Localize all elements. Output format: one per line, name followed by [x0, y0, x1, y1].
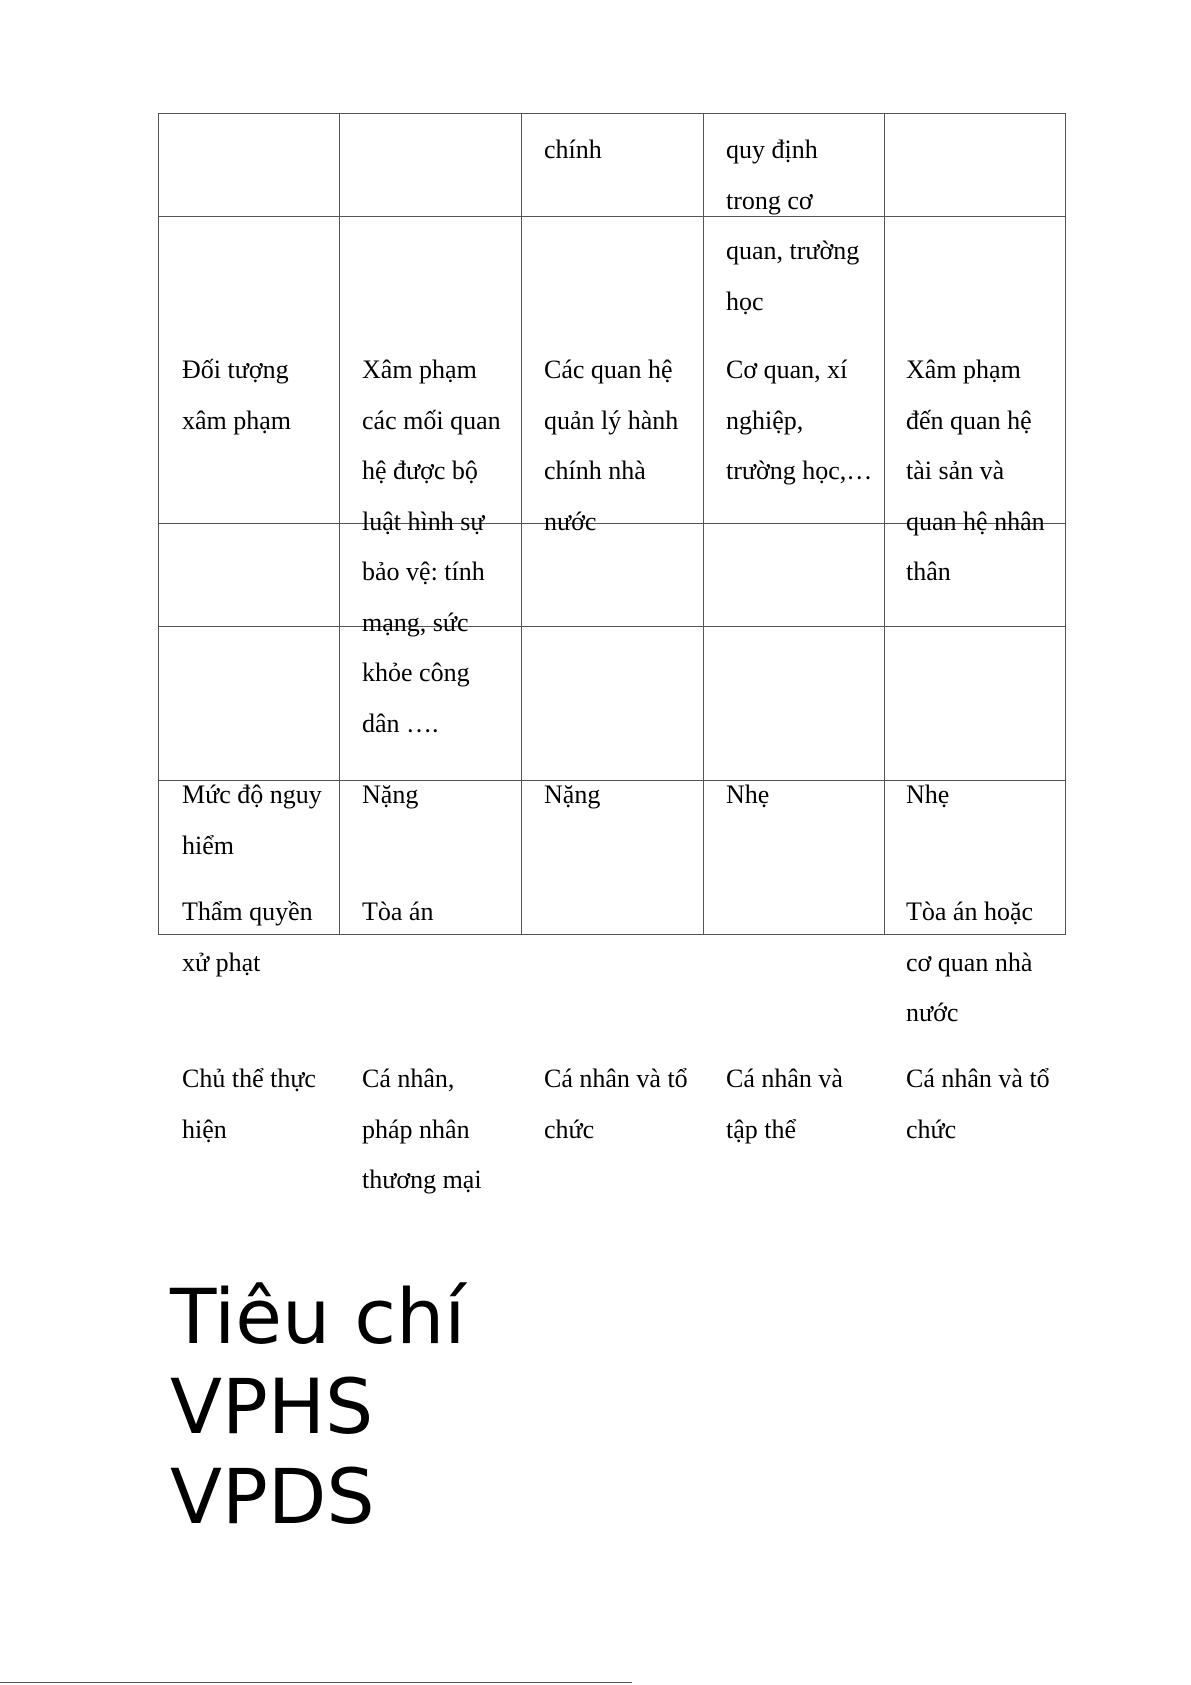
cell-muc-do-vpds: Nhẹ	[906, 780, 950, 809]
heading-line-tieu-chi: Tiêu chí	[170, 1272, 466, 1361]
cell-doi-tuong-vpkl: Cơ quan, xí nghiệp, trường học,…	[726, 355, 873, 485]
column-divider	[521, 113, 522, 935]
heading-line-vpds: VPDS	[170, 1452, 375, 1541]
cell-muc-do-label: Mức độ nguy hiểm	[182, 780, 322, 860]
cell-muc-do-vphs: Nặng	[362, 780, 419, 809]
column-divider	[703, 113, 704, 935]
column-divider	[339, 113, 340, 935]
row-divider	[158, 626, 1066, 627]
cell-tham-quyen-label: Thẩm quyền xử phạt	[182, 897, 313, 977]
cell-doi-tuong-label: Đối tượng xâm phạm	[182, 355, 292, 435]
cell-quy-dinh: quy định trong cơ quan, trường học	[726, 135, 860, 316]
column-divider	[884, 113, 885, 935]
cell-chu-the-vpds: Cá nhân và tổ chức	[906, 1064, 1050, 1144]
cell-chu-the-vpkl: Cá nhân và tập thể	[726, 1064, 843, 1144]
cell-chinh: chính	[544, 135, 602, 164]
heading-line-vphs: VPHS	[170, 1362, 374, 1451]
cell-doi-tuong-vpha: Các quan hệ quản lý hành chính nhà nước	[544, 355, 679, 536]
cell-doi-tuong-vpds: Xâm phạm đến quan hệ tài sản và quan hệ nhân thân	[906, 355, 1045, 586]
cell-chu-the-vphs: Cá nhân, pháp nhân thương mại	[362, 1064, 482, 1194]
cell-tham-quyen-vpds: Tòa án hoặc cơ quan nhà nước	[906, 897, 1034, 1027]
criteria-heading	[170, 1272, 465, 1542]
cell-muc-do-vpkl: Nhẹ	[726, 780, 770, 809]
cell-chu-the-label: Chủ thể thực hiện	[182, 1064, 316, 1144]
cell-tham-quyen-vphs: Tòa án	[362, 897, 434, 926]
footer-divider	[0, 1682, 632, 1683]
cell-muc-do-vpha: Nặng	[544, 780, 601, 809]
row-divider	[158, 216, 1066, 217]
cell-doi-tuong-vphs: Xâm phạm các mối quan hệ được bộ luật hình sự bảo vệ: tính mạng, sức khỏe công dân ….	[362, 355, 501, 738]
cell-chu-the-vpha: Cá nhân và tổ chức	[544, 1064, 688, 1144]
